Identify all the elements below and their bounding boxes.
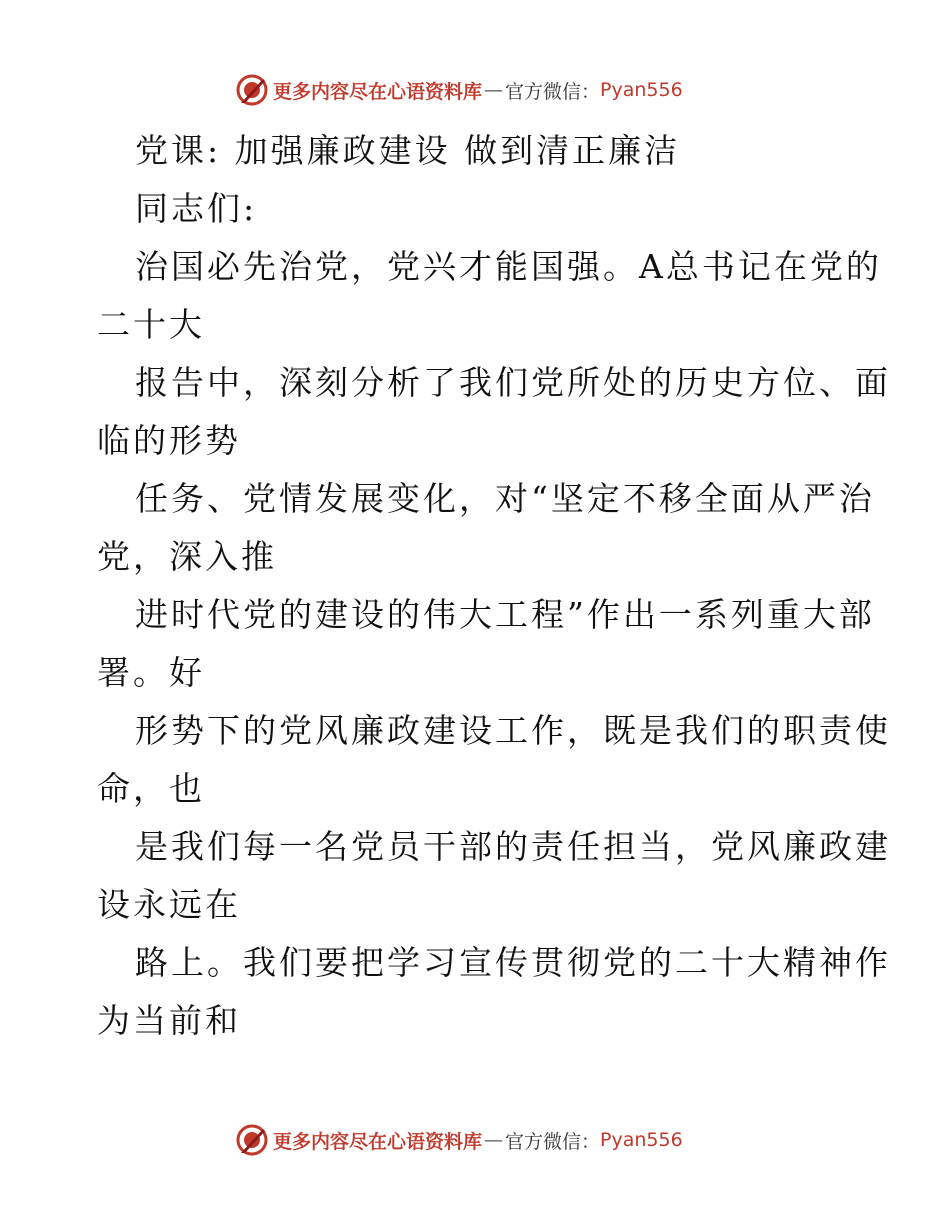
watermark-site-name: 更多内容尽在心语资料库 (273, 1130, 483, 1153)
body-line: 路上。我们要把学习宣传贯彻党的二十大精神作 (135, 943, 891, 982)
body-line: 署。好 (97, 653, 205, 692)
header-watermark (235, 72, 683, 108)
body-line: 报告中，深刻分析了我们党所处的历史方位、面 (135, 363, 891, 402)
footer-watermark (235, 1122, 683, 1158)
body-line: 形势下的党风廉政建设工作，既是我们的职责使 (135, 711, 891, 750)
document-body (97, 122, 891, 1050)
salutation: 同志们: (135, 189, 258, 228)
watermark-dash: — (484, 1129, 504, 1151)
quill-seal-icon (235, 1123, 269, 1157)
body-line: 命，也 (97, 769, 205, 808)
watermark-dash: — (484, 79, 504, 101)
body-line: 是我们每一名党员干部的责任担当，党风廉政建 (135, 827, 891, 866)
body-line: 党，深入推 (97, 537, 277, 576)
body-line: 为当前和 (97, 1001, 241, 1040)
body-line: 进时代党的建设的伟大工程”作出一系列重大部 (135, 595, 875, 634)
body-line: 二十大 (97, 305, 205, 344)
body-line: 治国必先治党，党兴才能国强。A总书记在党的 (135, 247, 882, 286)
body-line: 临的形势 (97, 421, 241, 460)
watermark-wechat-id: Pyan556 (600, 79, 683, 101)
watermark-wechat-label: 官方微信： (505, 1130, 601, 1153)
body-line: 设永远在 (97, 885, 241, 924)
quill-seal-icon (235, 73, 269, 107)
document-title: 党课: 加强廉政建设 做到清正廉洁 (135, 131, 681, 170)
watermark-wechat-id: Pyan556 (600, 1129, 683, 1151)
watermark-site-name: 更多内容尽在心语资料库 (273, 80, 483, 103)
body-line: 任务、党情发展变化，对“坚定不移全面从严治 (135, 479, 875, 518)
watermark-wechat-label: 官方微信： (505, 80, 601, 103)
